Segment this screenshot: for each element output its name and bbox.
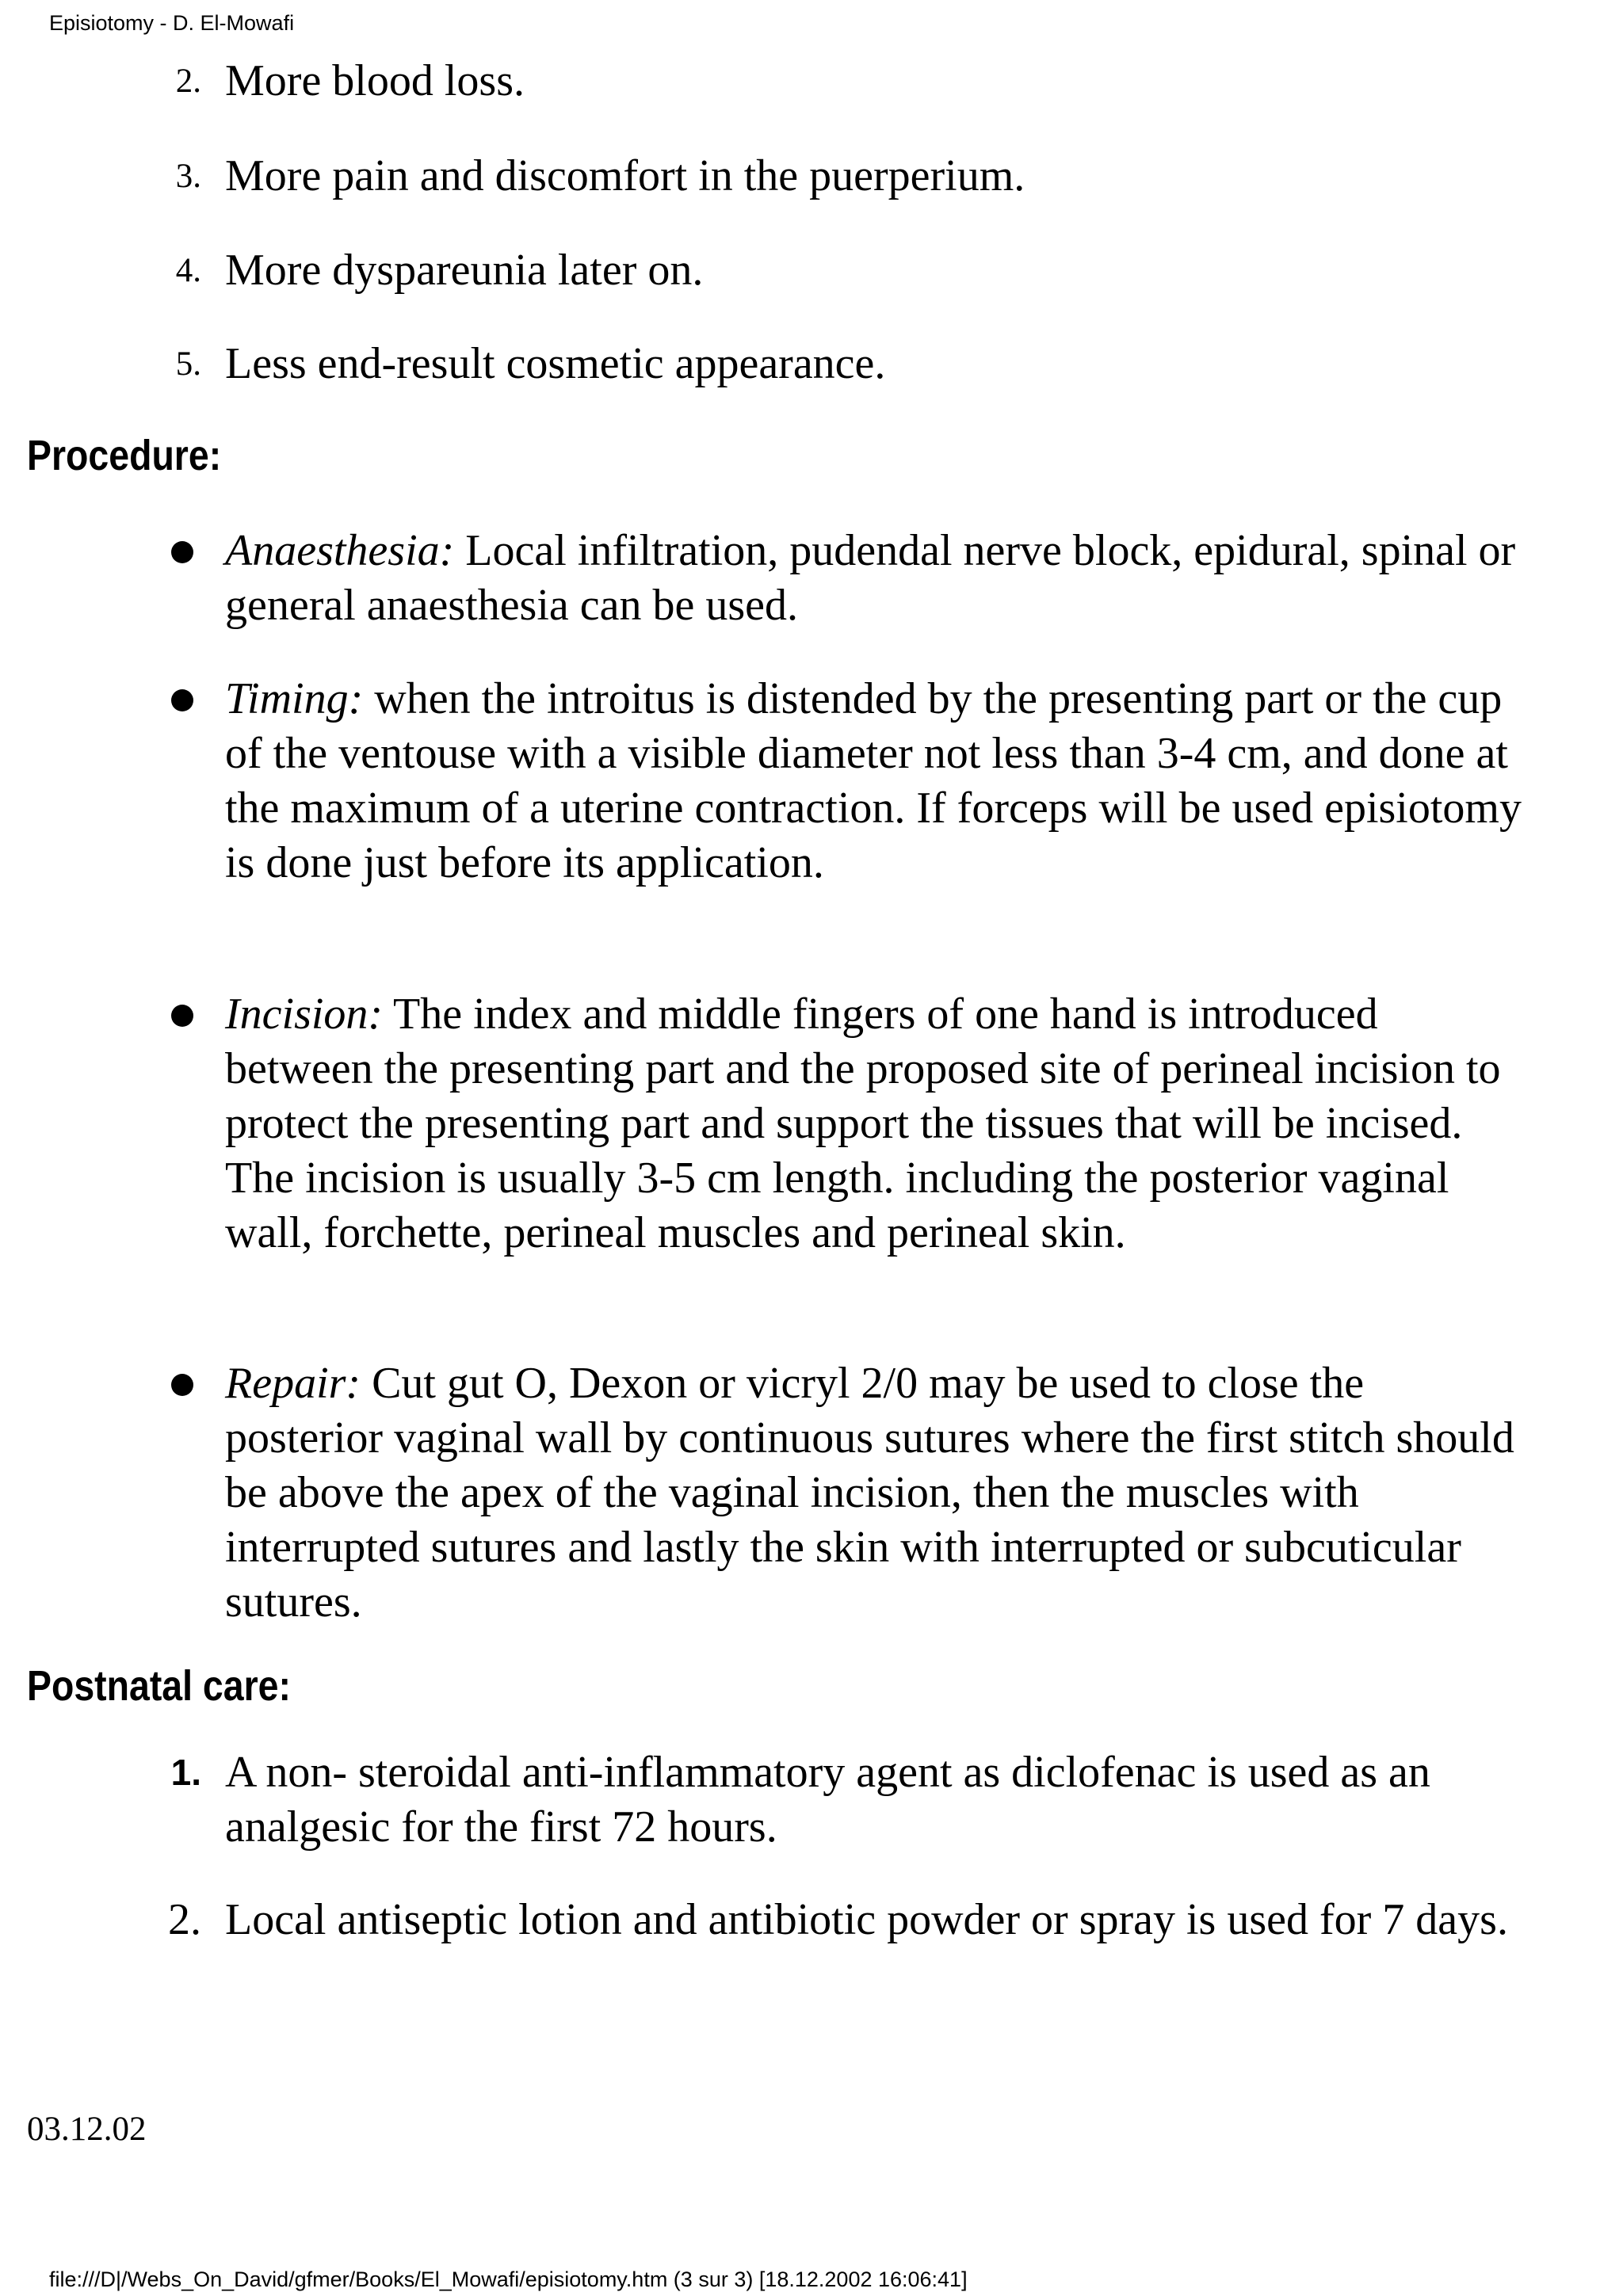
procedure-item-repair: [225, 1356, 1525, 1630]
item-term: Timing:: [225, 674, 364, 723]
postnatal-item: [170, 1745, 1525, 1855]
list-number: 1.: [170, 1752, 201, 1793]
bullet-icon: [171, 1374, 193, 1396]
list-item: [175, 54, 1525, 109]
list-item: [175, 149, 1525, 204]
list-number: 2.: [168, 1895, 201, 1944]
page-footer-url: file:///D|/Webs_On_David/gfmer/Books/El_Mowafi/episiotomy.htm (3 sur 3) [18.12.2002 16:06:41]: [49, 2267, 968, 2291]
item-term: Anaesthesia:: [225, 526, 455, 575]
postnatal-item: [168, 1893, 1525, 1947]
list-item: [175, 337, 1525, 391]
page-header: Episiotomy - D. El-Mowafi: [49, 11, 295, 35]
list-number: 5.: [175, 345, 201, 383]
item-text: when the introitus is distended by the presenting part or the cup of the ventouse with a visible diameter not less than 3-4 cm, and done at the maximum of a uterine contraction. If forceps will be used episiotomy is done just before its application.: [225, 674, 1522, 887]
list-number: 4.: [175, 252, 201, 289]
list-item: [175, 243, 1525, 298]
procedure-item-incision: [225, 987, 1525, 1261]
list-item-text: More dyspareunia later on.: [225, 246, 704, 295]
item-term: Repair:: [225, 1359, 361, 1408]
list-number: 3.: [175, 158, 201, 195]
list-item-text: Less end-result cosmetic appearance.: [225, 339, 886, 388]
item-text: Local infiltration, pudendal nerve block, epidural, spinal or general anaesthesia can be used.: [225, 526, 1516, 630]
procedure-item-anaesthesia: [225, 524, 1525, 633]
list-item-text: More blood loss.: [225, 56, 525, 105]
list-item-text: Local antiseptic lotion and antibiotic powder or spray is used for 7 days.: [225, 1895, 1508, 1944]
list-item-text: A non- steroidal anti-inflammatory agent as diclofenac is used as an analgesic for the first 72 hours.: [225, 1748, 1430, 1852]
item-term: Incision:: [225, 990, 384, 1039]
section-heading-procedure: Procedure:: [27, 432, 222, 479]
bullet-icon: [171, 689, 193, 711]
bullet-icon: [171, 1005, 193, 1027]
bullet-icon: [171, 541, 193, 563]
date-stamp: 03.12.02: [27, 2111, 147, 2148]
item-text: Cut gut O, Dexon or vicryl 2/0 may be used to close the posterior vaginal wall by continuous sutures where the first stitch should be above the apex of the vaginal incision, then the muscles with interrupted sutures and lastly the skin with interrupted or subcuticular sutures.: [225, 1359, 1514, 1627]
item-text: The index and middle fingers of one hand is introduced between the presenting part and the proposed site of perineal incision to protect the presenting part and support the tissues that will be incised. The incision is usually 3-5 cm length. including the posterior vaginal wall, forchette, perineal muscles and perineal skin.: [225, 990, 1501, 1257]
list-item-text: More pain and discomfort in the puerperium.: [225, 151, 1025, 200]
procedure-item-timing: [225, 672, 1525, 891]
list-number: 2.: [175, 63, 201, 100]
section-heading-postnatal-care: Postnatal care:: [27, 1662, 291, 1710]
